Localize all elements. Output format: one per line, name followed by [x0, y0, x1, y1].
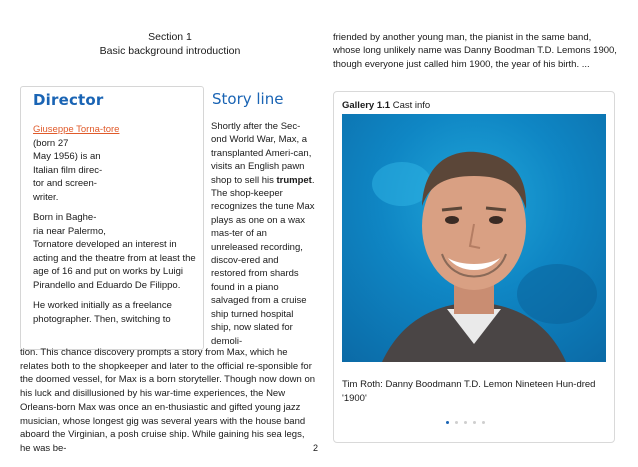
section-title: Basic background introduction — [99, 45, 241, 57]
gallery-widget[interactable] — [333, 91, 615, 443]
director-intro-line: Italian film direc- — [33, 164, 103, 176]
portrait-illustration — [342, 114, 606, 362]
director-paragraph-2 — [33, 211, 204, 292]
gallery-dot[interactable] — [455, 421, 458, 424]
gallery-pagination[interactable] — [446, 421, 485, 424]
portrait-photo[interactable] — [342, 114, 606, 362]
director-intro-block — [33, 123, 129, 204]
director-sidebar[interactable] — [20, 86, 204, 350]
director-body — [33, 123, 204, 333]
story-text-part: . The shop-keeper recognizes the tune Max plays as one on a wax mas-ter of an unreleased recording, discov-ered and restored from shards found in a piano salvaged from a cruise ship turned hospital ship, now slated for demoli- — [211, 174, 315, 347]
gallery-description: Tim Roth: Danny Boodmann T.D. Lemon Nineteen Hun-dred '1900' — [342, 379, 596, 404]
story-text-part: Shortly after the Sec-ond World War, Max, a transplanted Ameri-can, visits an English pawn shop to sell his — [211, 121, 312, 186]
gallery-dot[interactable] — [482, 421, 485, 424]
gallery-label — [342, 100, 430, 111]
director-intro-line: writer. — [33, 191, 59, 203]
director-intro-line: tor and screen- — [33, 178, 97, 189]
story-continuation: tion. This chance discovery prompts a story from Max, which he relates both to the shopkeeper and later to the official re-sponsible for the doomed vessel, for Max is a born storyteller. Though now down on his luck and disillusioned by his war-time experiences, the New Orleans-born Max was once an en-thusiastic and gifted young jazz musician, whose longest gig was several years with the house band aboard the Virginian, a posh cruise ship. While gaining his sea legs, he was be- — [20, 347, 316, 454]
gallery-number: Gallery 1.1 — [342, 100, 391, 111]
gallery-dot[interactable] — [446, 421, 449, 424]
director-para2-line: ria near Palermo, — [33, 225, 106, 237]
story-line-text — [211, 120, 316, 348]
gallery-dot[interactable] — [473, 421, 476, 424]
director-intro-line: May 1956) is an — [33, 151, 101, 162]
director-heading: Director — [33, 91, 104, 109]
trumpet-keyword: trumpet — [276, 174, 312, 186]
story-line-heading: Story line — [212, 90, 284, 108]
right-column-text: friended by another young man, the pianist in the same band, whose long unlikely name was Danny Boodman T.D. Lemons 1900, though everyone just called him 1900, the year of his birth. ... — [333, 32, 617, 70]
page-number: 2 — [313, 443, 319, 453]
director-paragraph-3: He worked initially as a freelance photographer. Then, switching to — [33, 300, 172, 325]
gallery-dot[interactable] — [464, 421, 467, 424]
section-number: Section 1 — [148, 31, 192, 43]
director-para2-text: Tornatore developed an interest in acting and the theatre from at least the age of 16 and put on works by Luigi Pirandello and Eduardo De Filippo. — [33, 239, 196, 291]
gallery-label-text: Cast info — [390, 100, 431, 111]
director-name-link[interactable]: Giuseppe Torna-tore — [33, 124, 120, 135]
director-para2-line: Born in Baghe- — [33, 212, 97, 223]
director-intro-text: (born 27 — [33, 137, 69, 149]
director-intro — [33, 123, 204, 204]
